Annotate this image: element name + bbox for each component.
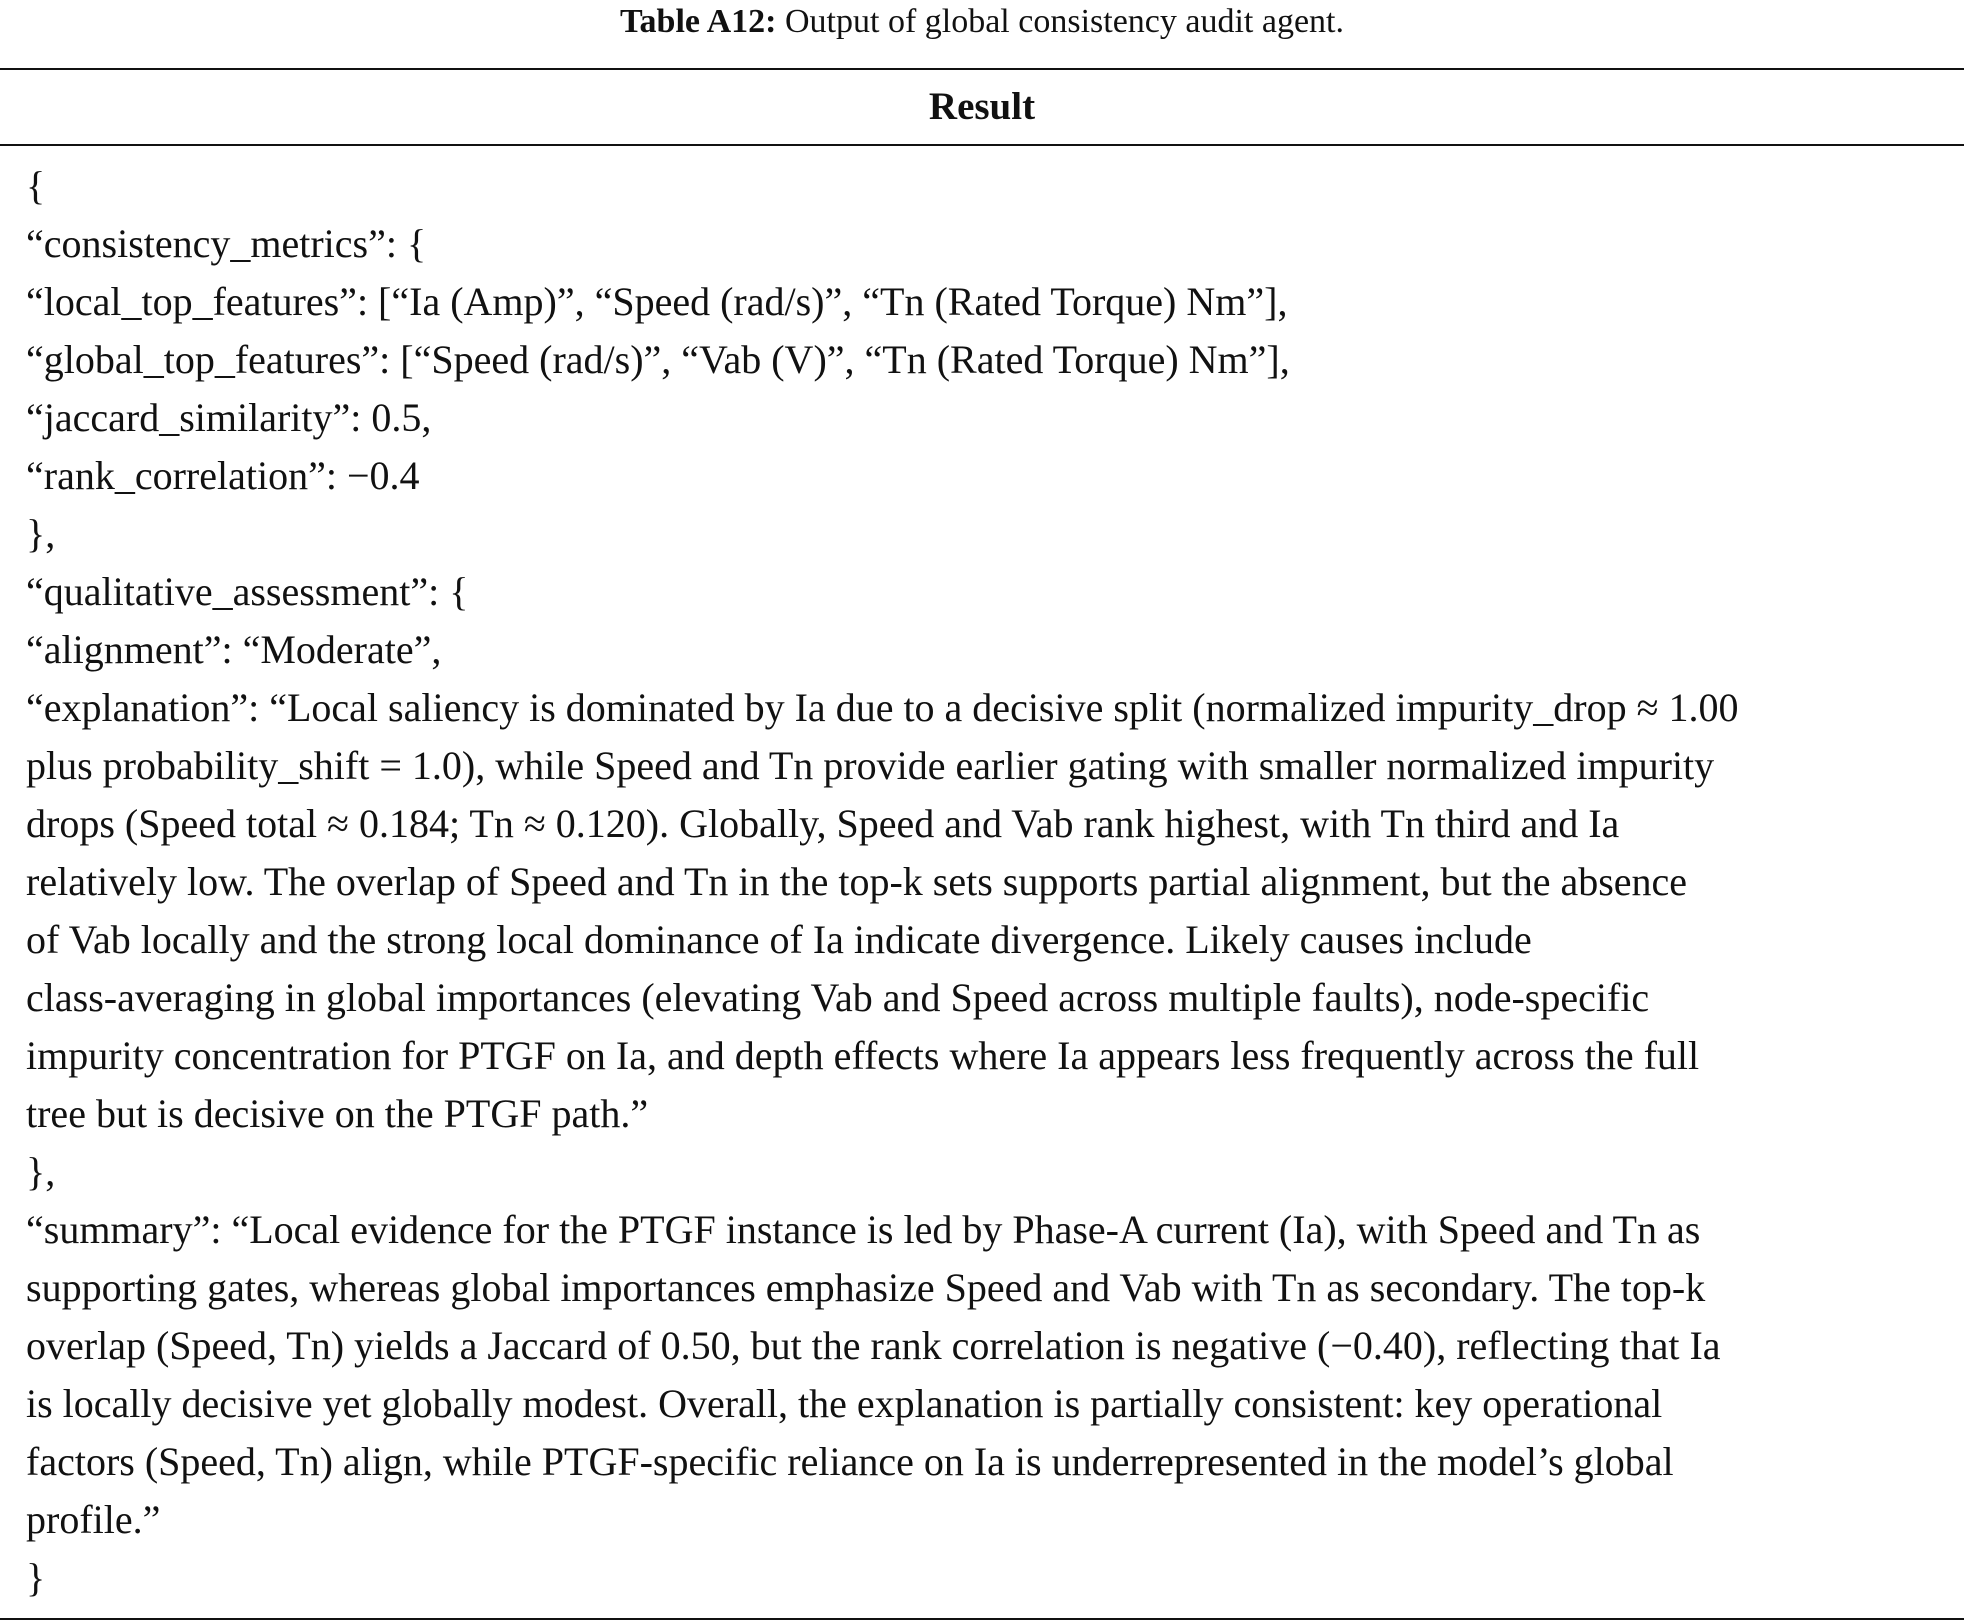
result-line: “summary”: “Local evidence for the PTGF instance is led by Phase-A current (Ia), with Speed and Tn as bbox=[26, 1207, 1701, 1252]
result-line: impurity concentration for PTGF on Ia, and depth effects where Ia appears less frequently across the full bbox=[26, 1033, 1700, 1078]
result-line: drops (Speed total ≈ 0.184; Tn ≈ 0.120). Globally, Speed and Vab rank highest, with Tn third and Ia bbox=[26, 801, 1620, 846]
table-bottom-rule bbox=[0, 1618, 1964, 1620]
result-line: } bbox=[26, 1555, 46, 1600]
result-line: is locally decisive yet globally modest. Overall, the explanation is partially consistent: key operational bbox=[26, 1381, 1663, 1426]
result-line: tree but is decisive on the PTGF path.” bbox=[26, 1091, 649, 1136]
result-line: plus probability_shift = 1.0), while Speed and Tn provide earlier gating with smaller normalized impurity bbox=[26, 743, 1715, 788]
result-line: “local_top_features”: [“Ia (Amp)”, “Speed (rad/s)”, “Tn (Rated Torque) Nm”], bbox=[26, 279, 1288, 324]
result-line: “qualitative_assessment”: { bbox=[26, 569, 469, 614]
table-top-rule bbox=[0, 68, 1964, 70]
result-line: “global_top_features”: [“Speed (rad/s)”, “Vab (V)”, “Tn (Rated Torque) Nm”], bbox=[26, 337, 1290, 382]
result-line: “alignment”: “Moderate”, bbox=[26, 627, 442, 672]
table-header-rule bbox=[0, 144, 1964, 146]
result-line: profile.” bbox=[26, 1497, 161, 1542]
result-line: “consistency_metrics”: { bbox=[26, 221, 427, 266]
result-line: }, bbox=[26, 511, 56, 556]
table-caption bbox=[0, 0, 1964, 42]
table-header-result: Result bbox=[928, 85, 1036, 128]
result-line: { bbox=[26, 163, 46, 208]
table-caption-label: Table A12: bbox=[619, 3, 777, 40]
result-line: “jaccard_similarity”: 0.5, bbox=[26, 395, 432, 440]
table-caption-text: Output of global consistency audit agent. bbox=[776, 3, 1344, 40]
result-line: factors (Speed, Tn) align, while PTGF-specific reliance on Ia is underrepresented in the model’s global bbox=[26, 1439, 1674, 1484]
result-line: relatively low. The overlap of Speed and Tn in the top-k sets supports partial alignment, but the absence bbox=[26, 859, 1688, 904]
result-line: class-averaging in global importances (elevating Vab and Speed across multiple faults), node-specific bbox=[26, 975, 1650, 1020]
result-line: “explanation”: “Local saliency is dominated by Ia due to a decisive split (normalized impurity_drop ≈ 1.00 bbox=[26, 685, 1739, 730]
result-line: supporting gates, whereas global importances emphasize Speed and Vab with Tn as secondary. The top-k bbox=[26, 1265, 1706, 1310]
result-json-block bbox=[26, 157, 1946, 1607]
result-line: }, bbox=[26, 1149, 56, 1194]
result-line: of Vab locally and the strong local dominance of Ia indicate divergence. Likely causes include bbox=[26, 917, 1532, 962]
result-line: “rank_correlation”: −0.4 bbox=[26, 453, 420, 498]
result-line: overlap (Speed, Tn) yields a Jaccard of 0.50, but the rank correlation is negative (−0.40), reflecting that Ia bbox=[26, 1323, 1721, 1368]
